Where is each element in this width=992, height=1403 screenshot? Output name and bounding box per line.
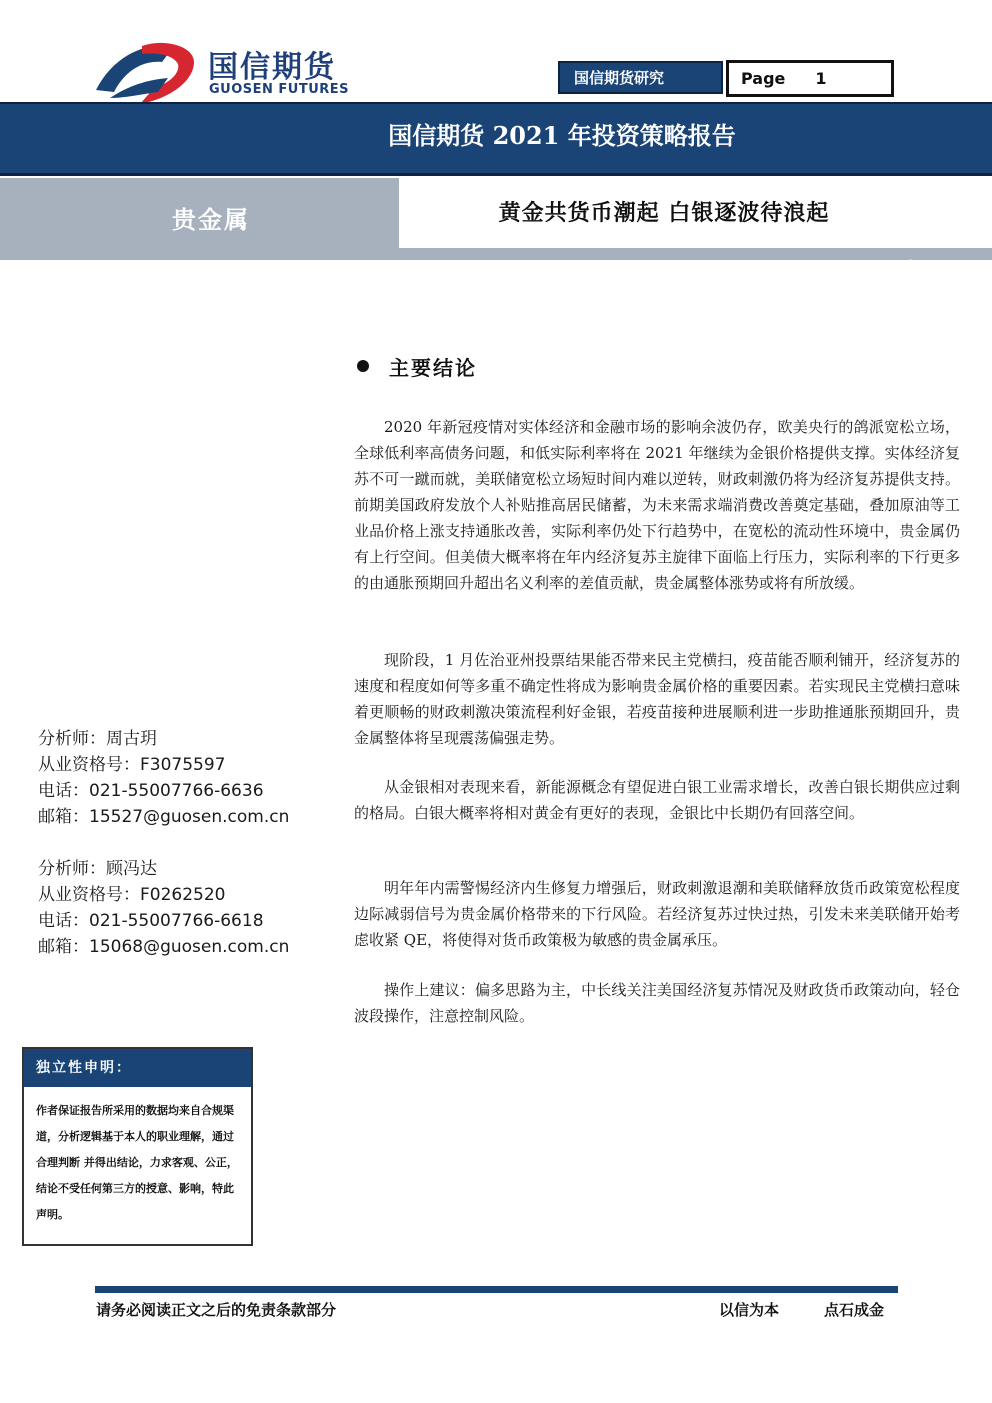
footer-rule [95,1286,898,1293]
disclaimer-heading: 独立性申明： [24,1049,251,1087]
analyst-phone: 电话：021-55007766-6636 [38,781,264,801]
analyst-license: 从业资格号：F3075597 [38,755,226,775]
body-paragraph: 操作上建议：偏多思路为主，中长线关注美国经济复苏情况及财政货币政策动向，轻仓波段操作，注意控制风险。 [354,981,960,1025]
footer-slogan: 点石成金 [824,1301,885,1319]
footer-notice: 请务必阅读正文之后的免责条款部分 [96,1301,337,1319]
logo-text-en: GUOSEN FUTURES [209,82,350,97]
page-number: 1 [815,69,827,88]
analyst-name: 分析师：周古玥 [38,729,157,749]
body-paragraph: 明年年内需警惕经济内生修复力增强后，财政刺激退潮和美联储释放货币政策宽松程度边际减弱信号为贵金属价格带来的下行风险。若经济复苏过快过热，引发未来美联储开始考虑收紧 QE，将使得对货币政策极为敏感的贵金属承压。 [354,879,960,949]
analyst-email: 邮箱：15068@guosen.com.cn [38,937,290,957]
report-date: 2020 年 12 月 27 日 [866,260,983,294]
section-heading: 主要结论 [389,356,477,380]
body-paragraph: 2020 年新冠疫情对实体经济和金融市场的影响余波仍存，欧美央行的鸽派宽松立场，全球低利率高债务问题，和低实际利率将在 2021 年继续为金银价格提供支撑。实体经济复苏不可一蹴而就，美联储宽松立场短时间内难以逆转，财政刺激仍将为经济复苏提供支持。前期美国政府发放个人补贴推高居民储蓄，为未来需求端消费改善奠定基础，叠加原油等工业品价格上涨支持通胀改善，实际利率仍处下行趋势中，在宽松的流动性环境中，贵金属仍有上行空间。但美债大概率将在年内经济复苏主旋律下面临上行压力，实际利率的下行更多的由通胀预期回升超出名义利率的差值贡献，贵金属整体涨势或将有所放缓。 [354,418,960,592]
report-title: 国信期货 2021 年投资策略报告 [388,121,736,150]
body-paragraph: 从金银相对表现来看，新能源概念有望促进白银工业需求增长，改善白银长期供应过剩的格局。白银大概率将相对黄金有更好的表现，金银比中长期仍有回落空间。 [354,778,960,822]
analyst-license: 从业资格号：F0262520 [38,885,226,905]
research-label: 国信期货研究 [558,61,723,94]
footer-slogan: 以信为本 [719,1301,780,1319]
analyst-phone: 电话：021-55007766-6618 [38,911,264,931]
disclaimer-body: 作者保证报告所采用的数据均来自合规渠道，分析逻辑基于本人的职业理解，通过合理判断 并得出结论，力求客观、公正，结论不受任何第三方的授意、影响，特此声明。 [36,1104,238,1221]
logo-text-cn: 国信期货 [208,50,336,85]
body-paragraph: 现阶段，1 月佐治亚州投票结果能否带来民主党横扫，疫苗能否顺利铺开，经济复苏的速度和程度如何等多重不确定性将成为影响贵金属价格的重要因素。若实现民主党横扫意味着更顺畅的财政刺激决策流程利好金银，若疫苗接种进展顺利进一步助推通胀预期回升，贵金属整体将呈现震荡偏强走势。 [354,651,960,747]
analyst-email: 邮箱：15527@guosen.com.cn [38,807,290,827]
guosen-logo-icon [94,40,198,106]
category-label: 贵金属 [172,205,250,234]
page-indicator [726,60,894,97]
analyst-name: 分析师：顾冯达 [38,859,157,879]
report-subtitle: 黄金共货币潮起 白银逐波待浪起 [498,200,830,226]
page-label: Page [741,69,786,88]
bullet-icon [357,360,369,372]
